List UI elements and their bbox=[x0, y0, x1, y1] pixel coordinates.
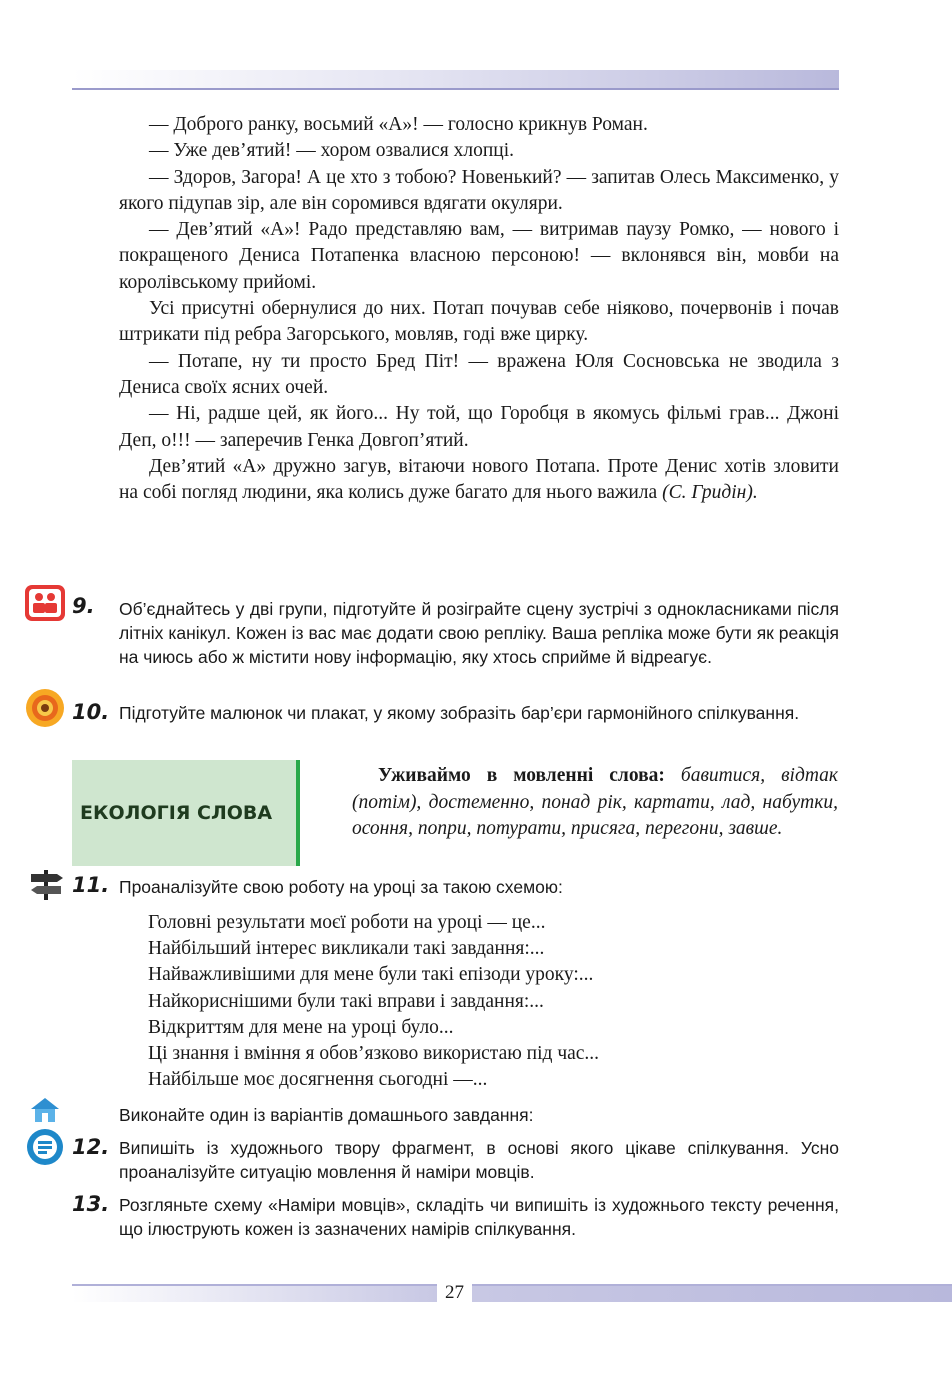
scheme-line: Головні результати моєї роботи на уроці — це... bbox=[148, 912, 546, 933]
story-paragraph: — Потапе, ну ти просто Бред Піт! — вражена Юля Сосновська не зводила з Дениса своїх ясних очей. bbox=[119, 350, 839, 398]
task-11-number: 11. bbox=[72, 873, 110, 897]
story-paragraph: — Дев’ятий «А»! Радо представляю вам, — витримав паузу Ромко, — нового і покращеного Дениса Потапенка власною персоною! — вклонявся він, мовби на королівському прийомі. bbox=[119, 219, 839, 293]
header-bar bbox=[72, 70, 839, 90]
story-text bbox=[119, 112, 839, 506]
task-11-text: Проаналізуйте свою роботу на уроці за такою схемою: bbox=[119, 877, 563, 897]
house-icon bbox=[28, 1096, 62, 1129]
group-work-icon bbox=[24, 584, 66, 627]
eco-word-list: бавитися, відтак (потім), достеменно, понад рік, картати, лад, набутки, осоння, попри, потурати, присяга, перегони, завше. bbox=[352, 765, 839, 839]
eco-lead: Уживаймо в мовленні слова: bbox=[378, 765, 665, 786]
scheme-line: Найважливішими для мене були такі епізоди уроку:... bbox=[148, 964, 594, 986]
scheme-line: Найбільший інтерес викликали такі завдання:... bbox=[148, 938, 545, 960]
task-9-text: Об’єднайтесь у дві групи, підготуйте й розіграйте сцену зустрічі з однокласниками після літніх канікул. Кожен із вас має додати свою репліку. Ваша репліка може бути як реакція на чиюсь або ж містити нову інформацію, яку хтось сприйме й відреагує. bbox=[119, 599, 839, 667]
task-9-number: 9. bbox=[72, 594, 95, 618]
scheme-line: Відкриттям для мене на уроці було... bbox=[148, 1016, 454, 1038]
story-paragraph: Усі присутні обернулися до них. Потап почував себе ніяково, почервонів і почав штрикати під ребра Загорського, мовляв, годі вже цирку. bbox=[119, 298, 839, 346]
task-12-number: 12. bbox=[72, 1135, 110, 1159]
reflection-scheme bbox=[148, 910, 599, 1093]
story-paragraph: — Доброго ранку, восьмий «А»! — голосно крикнув Роман. bbox=[149, 114, 648, 135]
homework-intro: Виконайте один із варіантів домашнього завдання: bbox=[119, 1105, 534, 1125]
task-12-text: Випишіть із художнього твору фрагмент, в основі якого цікаве спілкування. Усно проаналізуйте ситуацію мовлення й наміри мовців. bbox=[119, 1138, 839, 1182]
footer-bar-right bbox=[472, 1284, 952, 1302]
story-source: (С. Гридін). bbox=[662, 482, 758, 504]
story-paragraph: — Здоров, Загора! А це хто з тобою? Новенький? — запитав Олесь Максименко, у якого підупав зір, але він соромився вдягати окуляри. bbox=[119, 166, 839, 214]
task-13-text: Розгляньте схему «Наміри мовців», складіть чи випишіть із художнього тексту речення, що ілюструють кожен із зазначених намірів спілкування. bbox=[119, 1195, 839, 1239]
task-10-number: 10. bbox=[72, 700, 110, 724]
signpost-icon bbox=[27, 868, 65, 907]
story-paragraph bbox=[119, 454, 839, 507]
story-last-text: Дев’ятий «А» дружно загув, вітаючи нового Потапа. Проте Денис хотів зловити на собі погляд людини, яка колись дуже багато для нього важила bbox=[119, 455, 839, 504]
task-13-number: 13. bbox=[72, 1192, 110, 1216]
task-10-text: Підготуйте малюнок чи плакат, у якому зобразіть бар’єри гармонійного спілкування. bbox=[119, 703, 800, 723]
creative-sun-icon bbox=[24, 688, 66, 733]
eco-word-box bbox=[72, 760, 300, 866]
story-paragraph: — Ні, радше цей, як його... Ну той, що Горобця в якомусь фільмі грав... Джоні Деп, о!!! — заперечив Генка Довгоп’ятий. bbox=[119, 403, 839, 451]
scheme-line: Найкориснішими були такі вправи і завдання:... bbox=[148, 990, 544, 1012]
story-paragraph: — Уже дев’ятий! — хором озвалися хлопці. bbox=[149, 140, 514, 162]
eco-words bbox=[352, 763, 838, 843]
footer-bar-left bbox=[72, 1284, 437, 1302]
page-number: 27 bbox=[445, 1282, 464, 1303]
homework-icon bbox=[24, 1128, 66, 1171]
eco-title: ЕКОЛОГІЯ СЛОВА bbox=[80, 802, 273, 824]
scheme-line: Ці знання і вміння я обов’язково використаю під час... bbox=[148, 1043, 600, 1065]
scheme-line: Найбільше моє досягнення сьогодні —... bbox=[148, 1069, 488, 1091]
